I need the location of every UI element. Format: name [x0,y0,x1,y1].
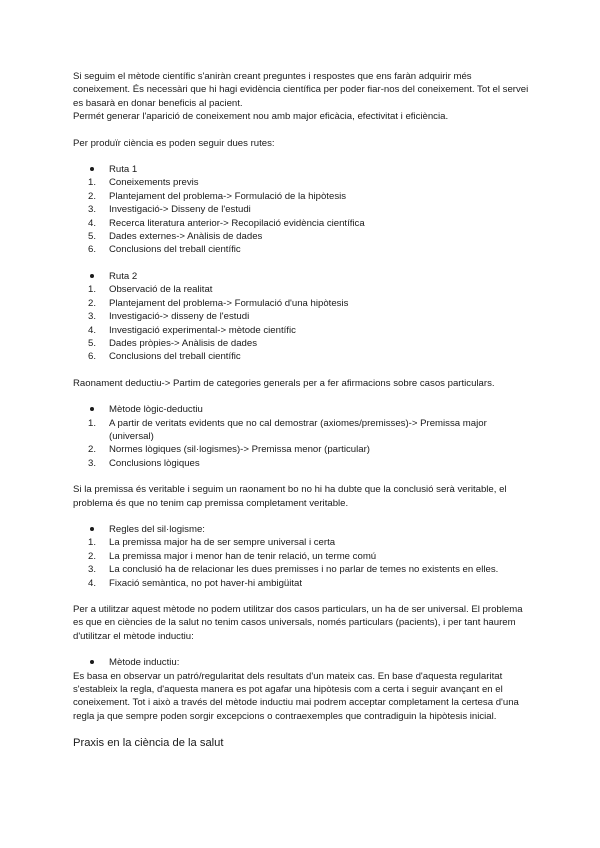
ruta1-steps [73,176,530,256]
list-item: 4. Recerca literatura anterior-> Recopilació evidència científica [88,217,365,229]
list-item: 2. Plantejament del problema-> Formulació de la hipòtesis [88,190,347,202]
list-bullet: Ruta 1 [73,163,530,176]
list-bullet: Regles del sil·logisme: [73,523,530,536]
list-item: 6. Conclusions del treball científic [88,244,241,256]
bullet-icon [90,274,94,278]
list-item: 3. La conclusió ha de relacionar les dues premisses i no parlar de temes no existents en elles. [88,564,499,576]
ruta2-list [73,270,530,283]
bullet-icon [90,167,94,171]
list-item: 4. Investigació experimental-> mètode científic [88,324,296,336]
routes-intro: Per produïr ciència es poden seguir dues rutes: [73,137,275,149]
intro-paragraph-2: Permét generar l'aparició de coneixement nou amb major eficàcia, efectivitat i eficiència. [73,111,449,123]
list-bullet: Mètode inductiu: [73,656,530,669]
ruta2-steps [73,283,530,363]
inductiu-paragraph: Es basa en observar un patró/regularitat dels resultats d'un mateix cas. En base d'aquesta regularitat s'estableix la regla, d'aquesta manera es pot agafar una hipòtesis com a certa i seguir avançant en el coneixement. Tot i això a través del mètode inductiu mai podrem acceptar completament la certesa d'una regla ja que sempre poden sorgir excepcions o contraexemples que contradiguin la hipòtesis inicial. [73,670,519,722]
list-item: 3. Investigació-> Disseny de l'estudi [88,204,251,216]
universal-paragraph: Per a utilitzar aquest mètode no podem utilitzar dos casos particulars, un ha de ser universal. El problema es que en ciències de la salut no tenim casos universals, només particulars (pacients), i per tant haurem d'utilitzar el mètode inductiu: [73,604,523,642]
premissa-paragraph: Si la premissa és veritable i seguim un raonament bo no hi ha dubte que la conclusió serà veritable, el problema és que no tenim cap premissa completament veritable. [73,484,507,509]
list-item: 3. Conclusions lògiques [88,457,200,469]
list-item: 6. Conclusions del treball científic [88,351,241,363]
regles-steps [73,536,530,590]
bullet-icon [90,407,94,411]
bullet-icon [90,660,94,664]
list-item: 3. Investigació-> disseny de l'estudi [88,311,250,323]
regles-list [73,523,530,536]
list-item: 2. Plantejament del problema-> Formulació d'una hipòtesis [88,297,349,309]
list-item: 1. A partir de veritats evidents que no cal demostrar (axiomes/premisses)-> Premissa major (universal) [88,417,487,442]
list-item: 2. Normes lògiques (sil·logismes)-> Premissa menor (particular) [88,444,370,456]
list-item: 2. La premissa major i menor han de tenir relació, un terme comú [88,550,377,562]
list-item: 4. Fixació semàntica, no pot haver-hi ambigüitat [88,577,303,589]
list-bullet: Ruta 2 [73,270,530,283]
bullet-icon [90,527,94,531]
deductiu-intro: Raonament deductiu-> Partim de categories generals per a fer afirmacions sobre casos particulars. [73,377,495,389]
section-heading: Praxis en la ciència de la salut [73,737,224,750]
list-item: 5. Dades externes-> Anàlisis de dades [88,231,263,243]
metode-deductiu-list [73,403,530,416]
metode-deductiu-steps [73,417,530,471]
ruta1-list [73,163,530,176]
list-item: 1. La premissa major ha de ser sempre universal i certa [88,537,336,549]
list-bullet: Mètode lògic-deductiu [73,403,530,416]
list-item: 1. Coneixements previs [88,177,199,189]
metode-inductiu-list [73,656,530,669]
list-item: 5. Dades pròpies-> Anàlisis de dades [88,337,257,349]
intro-paragraph: Si seguim el mètode científic s'aniràn creant preguntes i respostes que ens faràn adquirir més coneixement. És necessàri que hi hagi evidència científica per poder fiar-nos del coneixement. Tot el servei es basarà en donar beneficis al pacient. [73,71,529,109]
list-item: 1. Observació de la realitat [88,284,213,296]
